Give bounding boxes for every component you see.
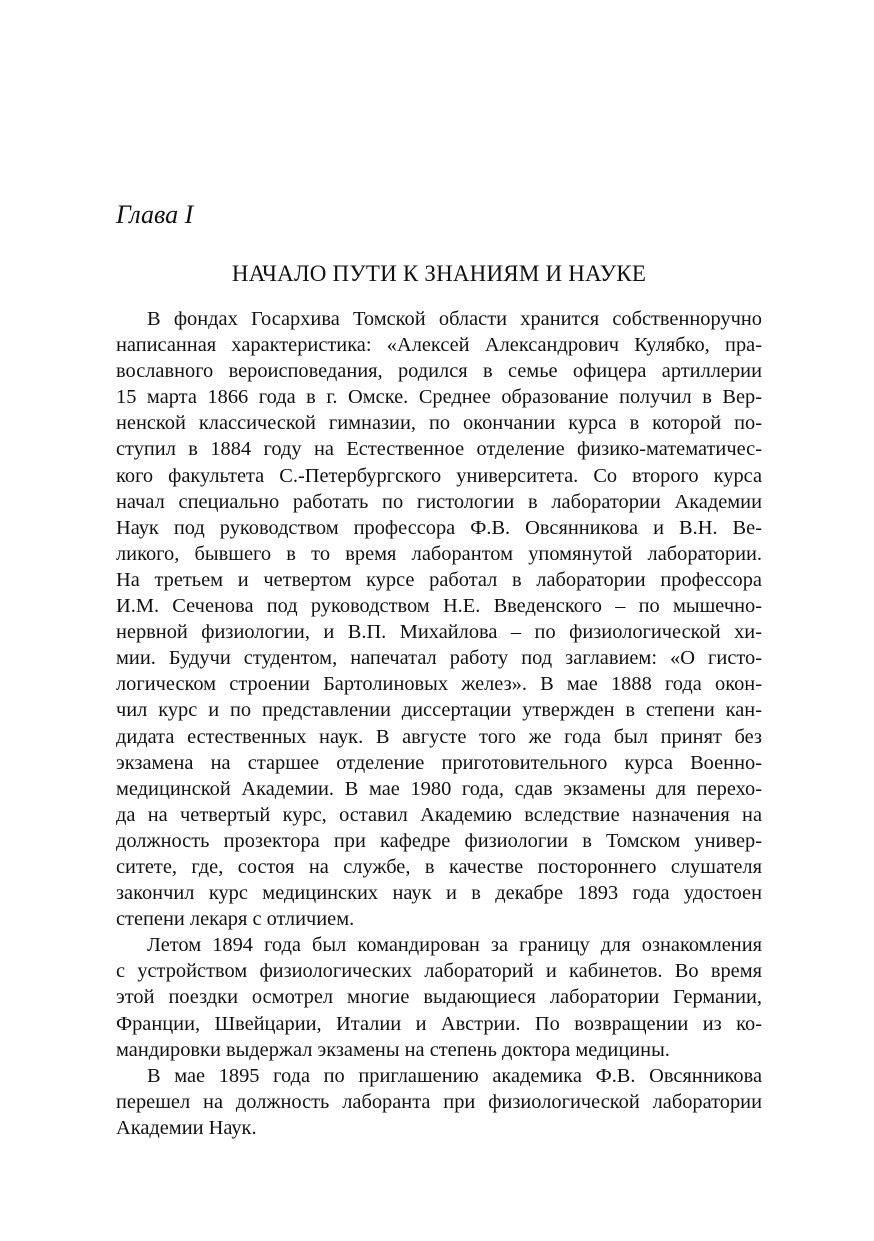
body-text bbox=[116, 306, 762, 1141]
text-line: мандировки выдержал экзамены на степень доктора медицины. bbox=[116, 1038, 670, 1061]
text-line: мии. Будучи студентом, напечатал работу под заглавием: «О гисто- bbox=[116, 647, 762, 670]
text-line: кого факультета С.-Петербургского университета. Со второго курса bbox=[116, 464, 762, 487]
text-line: да на четвертый курс, оставил Академию вследствие назначения на bbox=[116, 803, 762, 826]
text-line: перешел на должность лаборанта при физиологической лаборатории bbox=[116, 1090, 762, 1113]
text-line: И.М. Сеченова под руководством Н.Е. Введенского – по мышечно- bbox=[116, 595, 762, 618]
text-line: ненской классической гимназии, по окончании курса в которой по- bbox=[116, 412, 762, 435]
text-line: закончил курс медицинских наук и в декабре 1893 года удостоен bbox=[116, 882, 762, 905]
text-line: должность прозектора при кафедре физиологии в Томском универ- bbox=[116, 829, 762, 852]
text-line: написанная характеристика: «Алексей Александрович Кулябко, пра- bbox=[116, 334, 762, 357]
text-line: Наук под руководством профессора Ф.В. Овсянникова и В.Н. Ве- bbox=[116, 516, 762, 539]
text-line: ситете, где, состоя на службе, в качестве постороннего слушателя bbox=[116, 855, 762, 878]
text-line: Академии Наук. bbox=[116, 1116, 257, 1139]
text-line: Летом 1894 года был командирован за границу для ознакомления bbox=[147, 934, 762, 957]
text-line: В мае 1895 года по приглашению академика Ф.В. Овсянникова bbox=[147, 1064, 762, 1087]
text-line: В фондах Госархива Томской области хранится собственноручно bbox=[147, 308, 762, 330]
text-line: ликого, бывшего в то время лаборантом упомянутой лаборатории. bbox=[116, 542, 762, 565]
text-line: экзамена на старшее отделение приготовительного курса Военно- bbox=[116, 751, 762, 774]
text-line: с устройством физиологических лабораторий и кабинетов. Во время bbox=[116, 960, 762, 983]
text-line: медицинской Академии. В мае 1980 года, сдав экзамены для перехо- bbox=[116, 777, 762, 800]
text-line: ступил в 1884 году на Естественное отделение физико-математичес- bbox=[116, 438, 762, 461]
text-line: чил курс и по представлении диссертации утвержден в степени кан- bbox=[116, 699, 762, 722]
paragraph bbox=[116, 1063, 762, 1141]
text-line: 15 марта 1866 года в г. Омске. Среднее образование получил в Вер- bbox=[116, 386, 762, 409]
text-line: степени лекаря с отличием. bbox=[116, 908, 355, 931]
chapter-label: Глава I bbox=[116, 200, 194, 229]
paragraph bbox=[116, 306, 762, 932]
text-line: На третьем и четвертом курсе работал в лаборатории профессора bbox=[116, 568, 762, 591]
text-line: этой поездки осмотрел многие выдающиеся лаборатории Германии, bbox=[116, 986, 762, 1009]
text-line: логическом строении Бартолиновых желез». В мае 1888 года окон- bbox=[116, 673, 762, 696]
text-line: нервной физиологии, и В.П. Михайлова – по физиологической хи- bbox=[116, 621, 762, 644]
text-line: начал специально работать по гистологии в лаборатории Академии bbox=[116, 490, 762, 513]
text-line: дидата естественных наук. В августе того же года был принят без bbox=[116, 725, 762, 748]
text-line: Франции, Швейцарии, Италии и Австрии. По возвращении из ко- bbox=[116, 1012, 762, 1035]
text-line: вославного вероисповедания, родился в семье офицера артиллерии bbox=[116, 360, 762, 383]
chapter-title: НАЧАЛО ПУТИ К ЗНАНИЯМ И НАУКЕ bbox=[231, 261, 647, 286]
paragraph bbox=[116, 932, 762, 1062]
